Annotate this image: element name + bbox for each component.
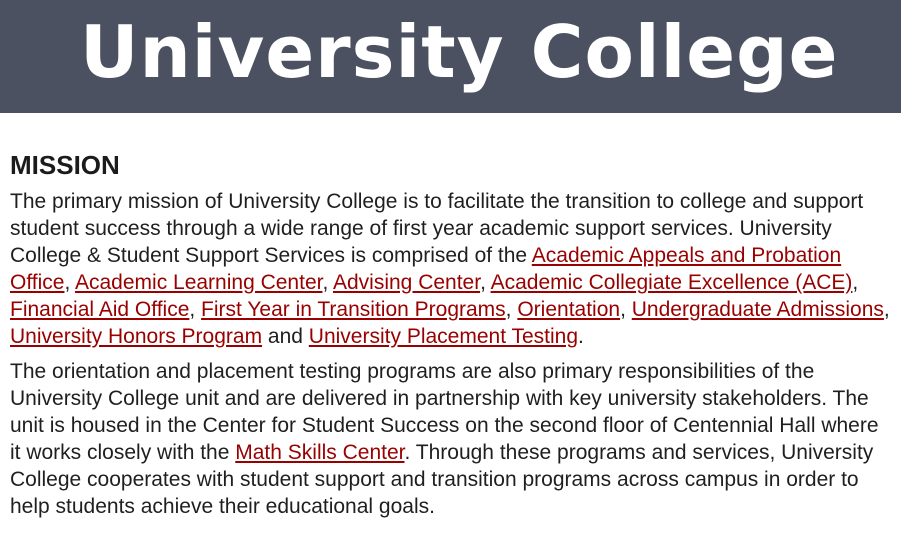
link-advising-center[interactable]: Advising Center: [332, 271, 481, 294]
link-financial-aid[interactable]: Financial Aid Office: [10, 298, 190, 321]
link-academic-learning-center[interactable]: Academic Learning Center: [74, 271, 323, 294]
link-honors-program[interactable]: University Honors Program: [10, 325, 263, 348]
mission-intro-text: The primary mission of University College is to facilitate the transition to college and support student success through a wide range of first year academic support services. University College & Student Support Services is comprised of the: [10, 190, 864, 267]
mission-paragraph-1: The primary mission of University College is to facilitate the transition to college and support student success through a wide range of first year academic support services. University College & Student Support Services is comprised of the Academic Appeals and Probation Office, Academic Learning Center, Advising Center, Academic Collegiate Excellence (ACE), Financial Aid Office, First Year in Transition Programs, Orientation, Undergraduate Admissions, University Honors Program and University Placement Testing.: [10, 190, 890, 348]
page-heading: MISSION: [10, 150, 120, 180]
site-title: University College: [80, 10, 839, 94]
link-math-skills-center[interactable]: Math Skills Center: [235, 441, 405, 464]
link-undergraduate-admissions[interactable]: Undergraduate Admissions: [631, 298, 884, 321]
header-banner: [0, 0, 901, 113]
link-placement-testing[interactable]: University Placement Testing: [308, 325, 579, 348]
link-first-year-transition[interactable]: First Year in Transition Programs: [201, 298, 506, 321]
mission-para2-text-after: . Through these programs and services, University College cooperates with student support and transition programs across campus in order to help students achieve their educational goals.: [10, 441, 874, 518]
link-ace[interactable]: Academic Collegiate Excellence (ACE): [490, 271, 853, 294]
mission-para2-text-before: The orientation and placement testing programs are also primary responsibilities of the University College unit and are delivered in partnership with key university stakeholders. The unit is housed in the Center for Student Success on the second floor of Centennial Hall where it works closely with the: [10, 360, 879, 464]
main-content: [10, 148, 894, 528]
link-academic-appeals[interactable]: Academic Appeals and Probation Office: [10, 244, 842, 294]
link-orientation[interactable]: Orientation: [517, 298, 621, 321]
mission-paragraph-2: [10, 358, 894, 520]
